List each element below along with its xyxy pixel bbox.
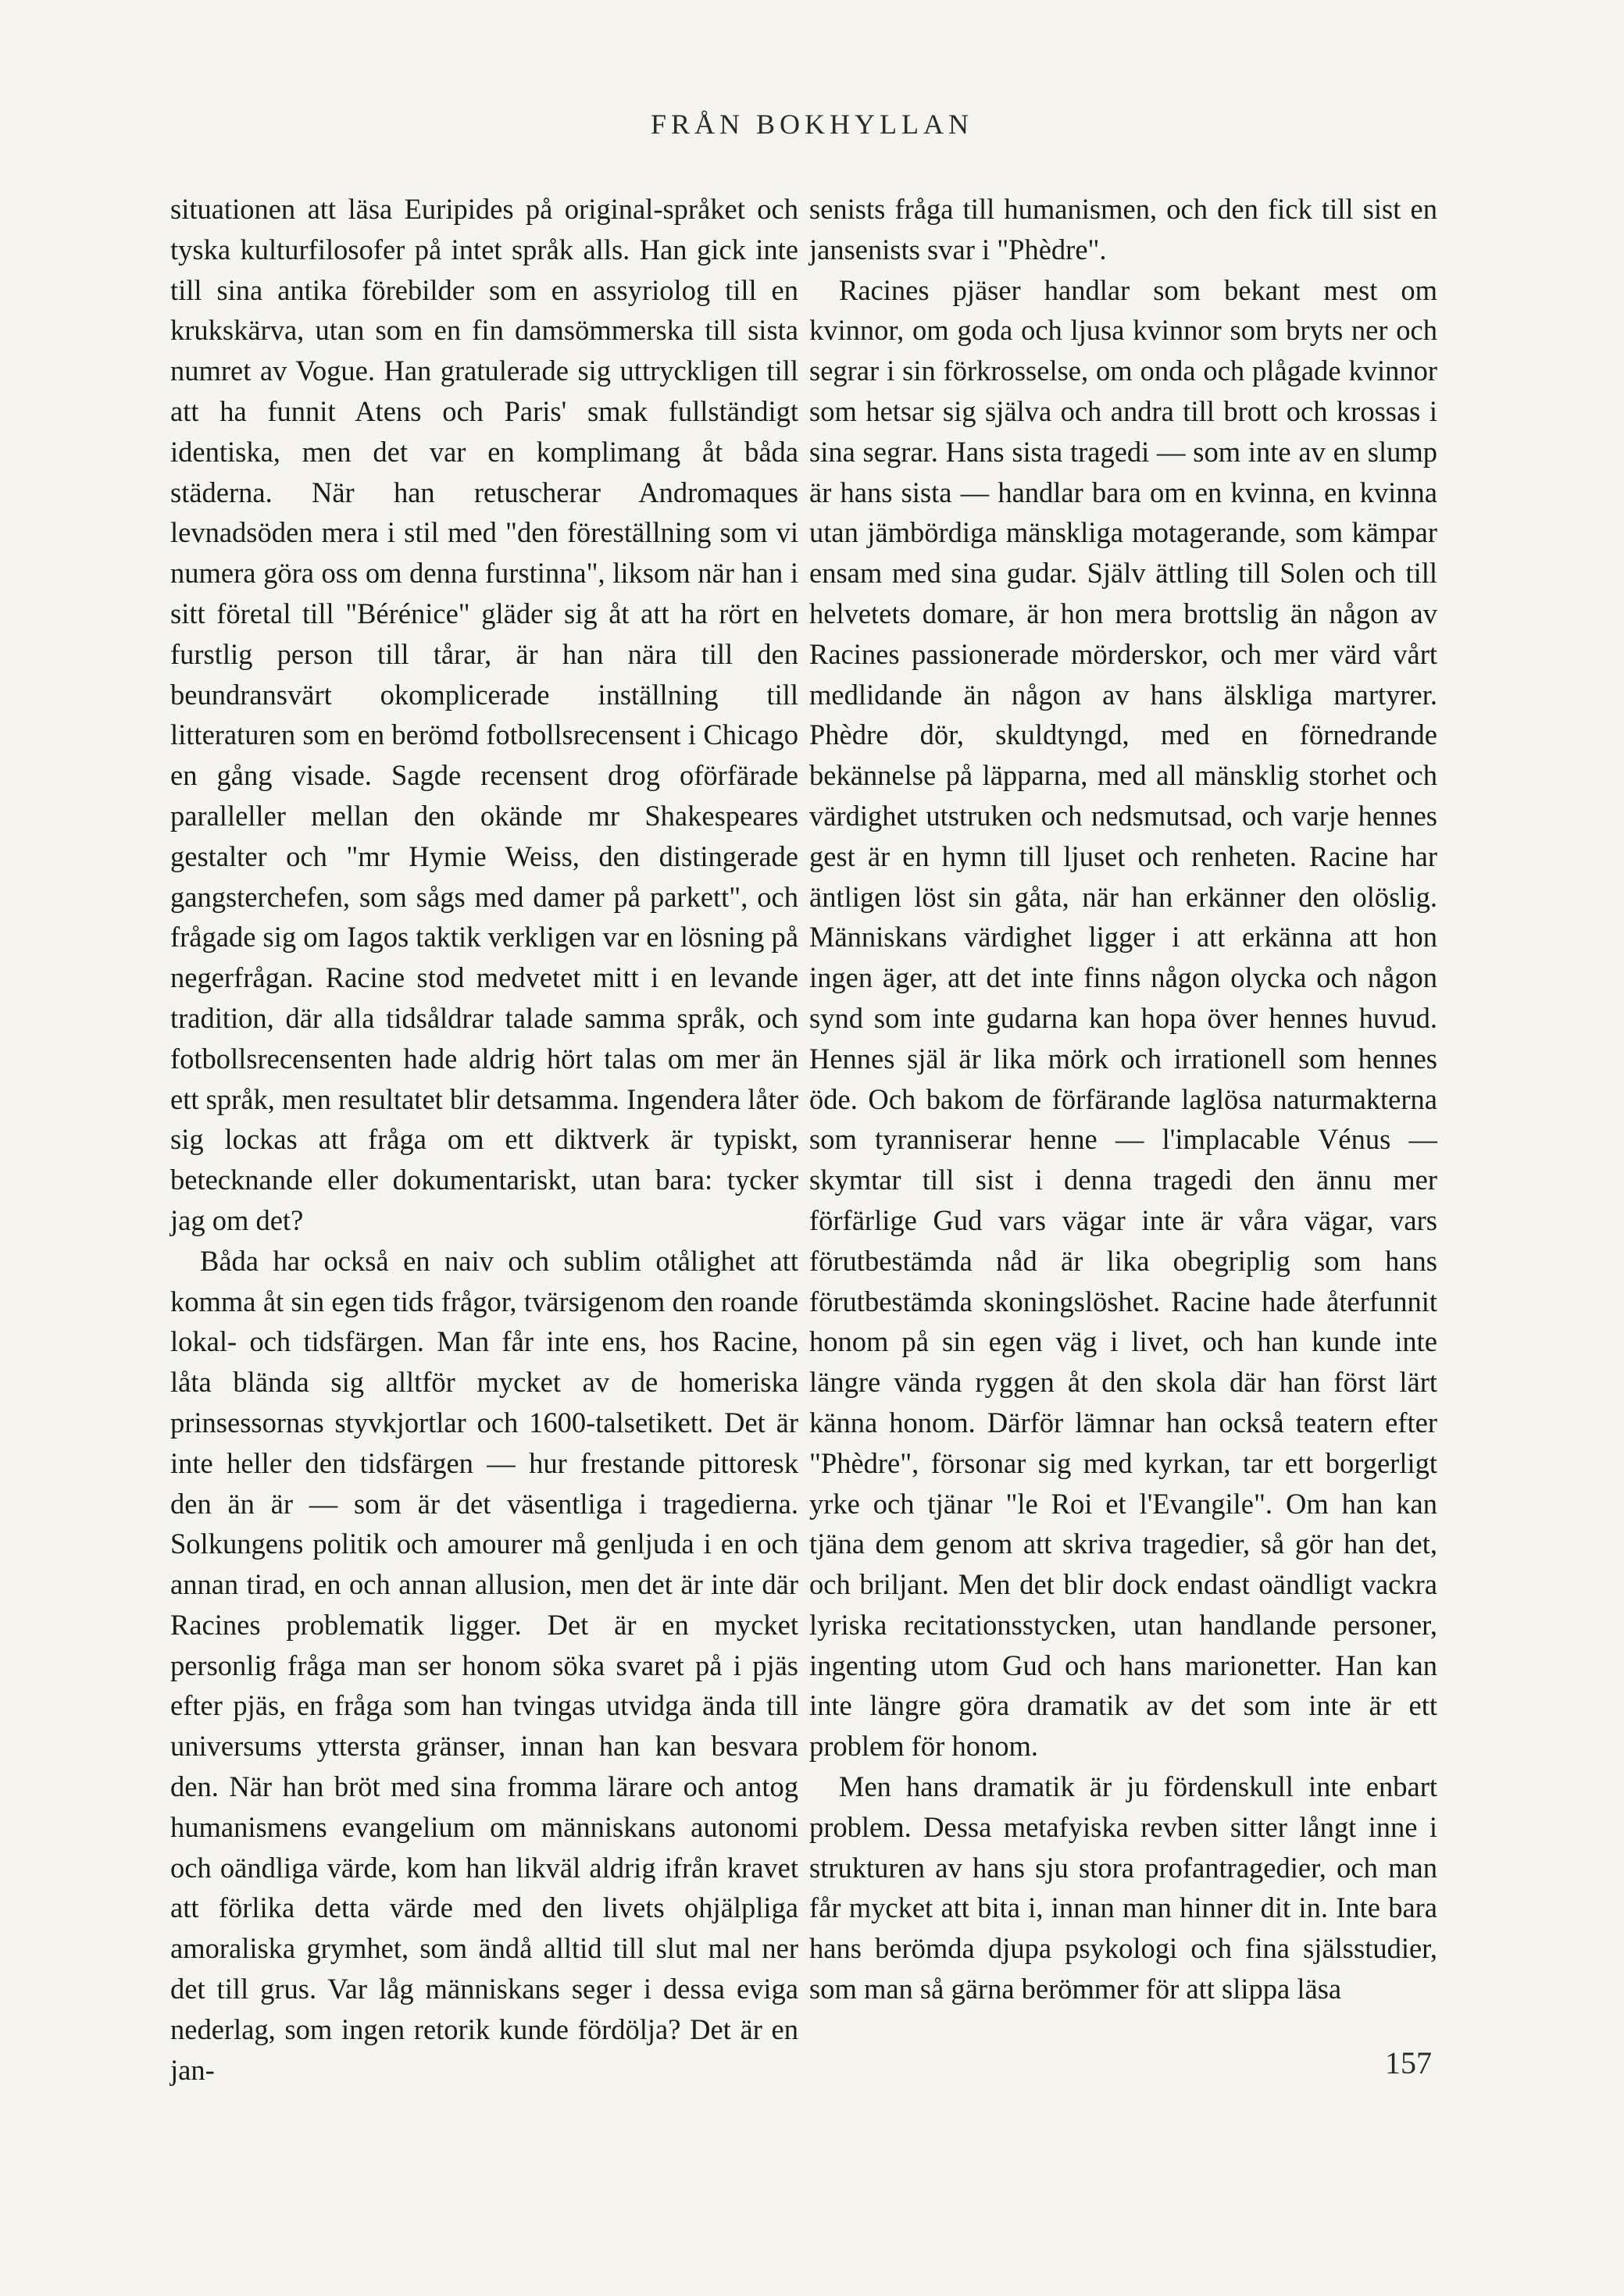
- right-paragraph-3: Men hans dramatik är ju fördenskull inte enbart problem. Dessa metafyiska revben sitter långt inne i strukturen av hans sju stora profantragedier, och man får mycket att bita i, innan man hinner dit in. Inte bara hans berömda djupa psykologi och fina själsstudier, som man så gärna berömmer för att slippa läsa: [809, 1770, 1437, 2005]
- left-paragraph-1: situationen att läsa Euripides på original-språket och tyska kulturfilosofer på intet språk alls. Han gick inte till sina antika förebilder som en assyriolog till en krukskärva, utan som en fin damsömmerska till sista numret av Vogue. Han gratulerade sig uttryckligen till att ha funnit Atens och Paris' smak fullständigt identiska, men det var en komplimang åt båda städerna. När han retuscherar Andromaques levnadsöden mera i stil med "den föreställning som vi numera göra oss om denna furstinna", liksom när han i sitt företal till "Bérénice" gläder sig åt att ha rört en furstlig person till tårar, är han nära till den beundransvärt okomplicerade inställning till litteraturen som en berömd fotbollsrecensent i Chicago en gång visade. Sagde recensent drog oförfärade paralleller mellan den okände mr Shakespeares gestalter och "mr Hymie Weiss, den distingerade gangsterchefen, som sågs med damer på parkett", och frågade sig om Iagos taktik verkligen var en lösning på negerfrågan. Racine stod medvetet mitt i en levande tradition, där alla tidsåldrar talade samma språk, och fotbollsrecensenten hade aldrig hört talas om mer än ett språk, men resultatet blir detsamma. Ingendera låter sig lockas att fråga om ett diktverk är typiskt, betecknande eller dokumentariskt, utan bara: tycker jag om det?: [170, 193, 798, 1236]
- left-paragraph-2: Båda har också en naiv och sublim otålighet att komma åt sin egen tids frågor, tvärsigenom den roande lokal- och tidsfärgen. Man får inte ens, hos Racine, låta blända sig alltför mycket av de homeriska prinsessornas styvkjortlar och 1600-talsetikett. Det är inte heller den tidsfärgen — hur frestande pittoresk den än är — som är det väsentliga i tragedierna. Solkungens politik och amourer må genljuda i en och annan tirad, en och annan allusion, men det är inte där Racines problematik ligger. Det är en mycket personlig fråga man ser honom söka svaret på i pjäs efter pjäs, en fråga som han tvingas utvidga ända till universums yttersta gränser, innan han kan besvara den. När han bröt med sina fromma lärare och antog humanismens evangelium om människans autonomi och oändliga värde, kom han likväl aldrig ifrån kravet att förlika detta värde med den livets ohjälpliga amoraliska grymhet, som ändå alltid till slut mal ner det till grus. Var låg människans seger i dessa eviga nederlag, som ingen retorik kunde fördölja? Det är en jan-: [170, 1244, 798, 2086]
- right-text-column: [809, 189, 1437, 2009]
- right-paragraph-2: Racines pjäser handlar som bekant mest om kvinnor, om goda och ljusa kvinnor som bryts ner och segrar i sin förkrosselse, om onda och plågade kvinnor som hetsar sig själva och andra till brott och krossas i sina segrar. Hans sista tragedi — som inte av en slump är hans sista — handlar bara om en kvinna, en kvinna utan jämbördiga mänskliga motagerande, som kämpar ensam med sina gudar. Själv ättling till Solen och till helvetets domare, är hon mera brottslig än någon av Racines passionerade mörderskor, och mer värd vårt medlidande än någon av hans älskliga martyrer. Phèdre dör, skuldtyngd, med en förnedrande bekännelse på läpparna, med all mänsklig storhet och värdighet utstruken och nedsmutsad, och varje hennes gest är en hymn till ljuset och renheten. Racine har äntligen löst sin gåta, när han erkänner den olöslig. Människans värdighet ligger i att erkänna att hon ingen äger, att det inte finns någon olycka och någon synd som inte gudarna kan hopa över hennes huvud. Hennes själ är lika mörk och irrationell som hennes öde. Och bakom de förfärande laglösa naturmakterna som tyranniserar henne — l'implacable Vénus — skymtar till sist i denna tragedi den ännu mer förfärlige Gud vars vägar inte är våra vägar, vars förutbestämda nåd är lika obegriplig som hans förutbestämda skoningslöshet. Racine hade återfunnit honom på sin egen väg i livet, och han kunde inte längre vända ryggen åt den skola där han först lärt känna honom. Därför lämnar han också teatern efter "Phèdre", försonar sig med kyrkan, tar ett borgerligt yrke och tjänar "le Roi et l'Evangile". Om han kan tjäna dem genom att skriva tragedier, så gör han det, och briljant. Men det blir dock endast oändligt vackra lyriska recitationsstycken, utan handlande personer, ingenting utom Gud och hans marionetter. Han kan inte längre göra dramatik av det som inte är ett problem för honom.: [809, 273, 1437, 1763]
- right-paragraph-1: senists fråga till humanismen, och den fick till sist en jansenists svar i "Phèdre".: [809, 193, 1437, 266]
- left-text-column: [170, 189, 798, 2090]
- running-header: FRÅN BOKHYLLAN: [650, 109, 973, 140]
- page-number: 157: [1385, 2045, 1432, 2080]
